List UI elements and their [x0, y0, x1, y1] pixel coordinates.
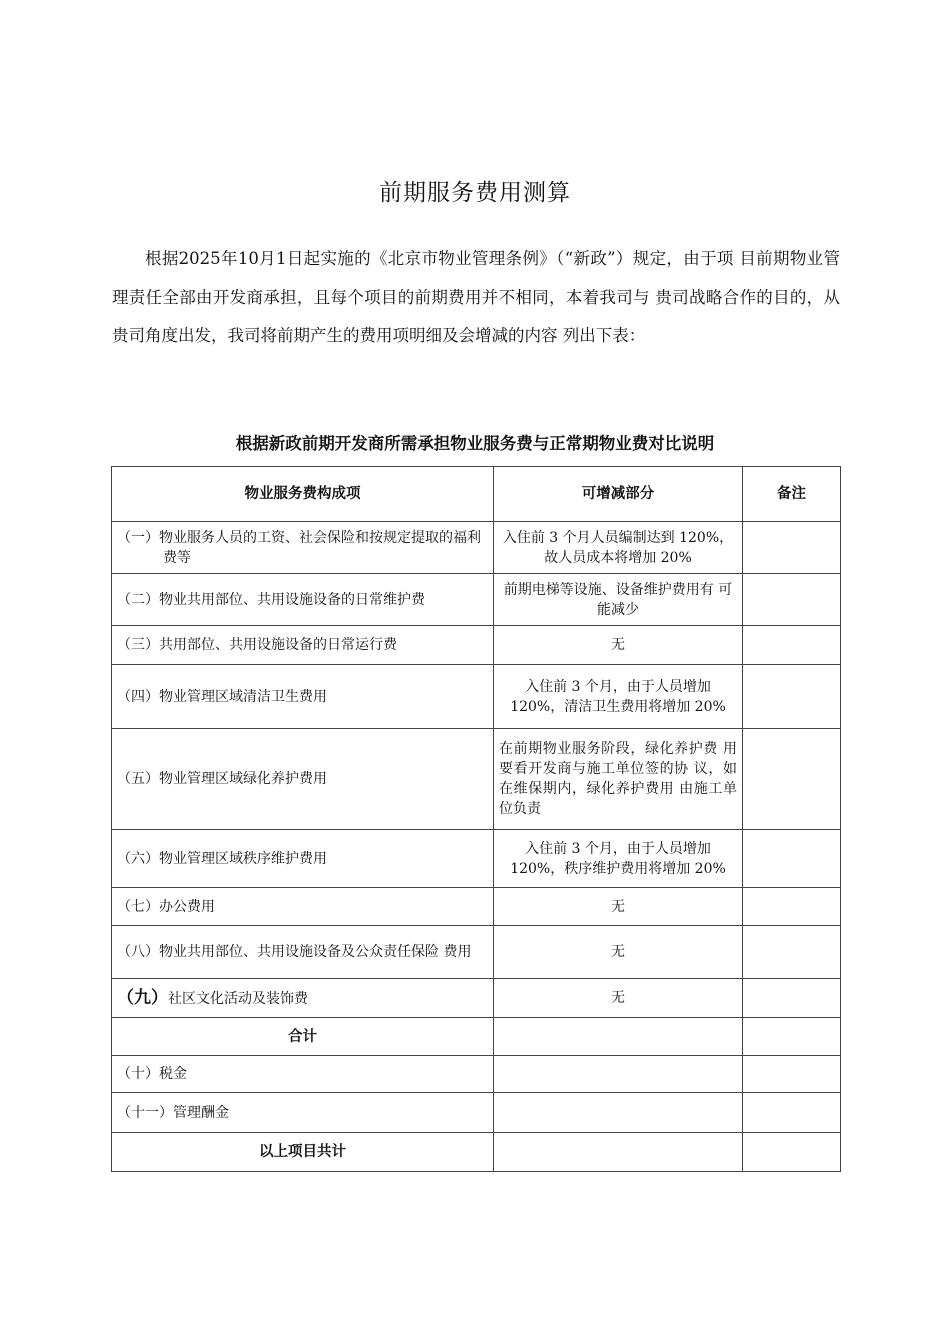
row-change: 入住前 3 个月，由于人员增加 120%，清洁卫生费用将增加 20% [494, 665, 743, 729]
row-change: 无 [494, 979, 743, 1018]
row-change: 入住前 3 个月，由于人员增加 120%，秩序维护费用将增加 20% [494, 830, 743, 888]
row-note [743, 574, 841, 626]
header-item: 物业服务费构成项 [112, 467, 494, 522]
header-note: 备注 [743, 467, 841, 522]
subtotal-row [112, 1018, 841, 1056]
table-row [112, 830, 841, 888]
row-change: 无 [494, 926, 743, 979]
management-fee-note [743, 1093, 841, 1133]
row-note [743, 626, 841, 665]
tax-row [112, 1056, 841, 1093]
header-change: 可增减部分 [494, 467, 743, 522]
row-note [743, 888, 841, 926]
row-change: 前期电梯等设施、设备维护费用有 可能减少 [494, 574, 743, 626]
tax-label: （十）税金 [112, 1056, 494, 1093]
table-row [112, 574, 841, 626]
table-header-row [112, 467, 841, 522]
grand-total-label: 以上项目共计 [112, 1133, 494, 1172]
intro-text: 根据2025年10月1日起实施的《北京市物业管理条例》（“新政”）规定，由于项 目前期物业管理责任全部由开发商承担，且每个项目的前期费用并不相同，本着我司与 贵司战略合作的目的，从贵司角度出发，我司将前期产生的费用项明细及会增减的内容 列出下表： [112, 249, 840, 345]
cost-comparison-table [111, 466, 841, 1172]
row-note [743, 926, 841, 979]
subtotal-note [743, 1018, 841, 1056]
table-row [112, 888, 841, 926]
row-item: （六）物业管理区域秩序维护费用 [112, 830, 494, 888]
row-item: （一）物业服务人员的工资、社会保险和按规定提取的福利费等 [112, 522, 494, 574]
row-item: （二）物业共用部位、共用设施设备的日常维护费 [112, 574, 494, 626]
table-row [112, 729, 841, 830]
tax-note [743, 1056, 841, 1093]
row-item-number: （九） [117, 987, 168, 1008]
row-item [112, 979, 494, 1018]
row-item-text: 社区文化活动及装饰费 [168, 990, 308, 1007]
row-item: （五）物业管理区域绿化养护费用 [112, 729, 494, 830]
grand-total-note [743, 1133, 841, 1172]
table-row [112, 626, 841, 665]
management-fee-row [112, 1093, 841, 1133]
subtotal-change [494, 1018, 743, 1056]
table-row [112, 926, 841, 979]
management-fee-change [494, 1093, 743, 1133]
row-note [743, 979, 841, 1018]
row-note [743, 729, 841, 830]
table-row [112, 979, 841, 1018]
row-item: （七）办公费用 [112, 888, 494, 926]
grand-total-row [112, 1133, 841, 1172]
table-row [112, 522, 841, 574]
row-item: （三）共用部位、共用设施设备的日常运行费 [112, 626, 494, 665]
row-item: （四）物业管理区域清洁卫生费用 [112, 665, 494, 729]
row-change: 无 [494, 888, 743, 926]
subtotal-label: 合计 [112, 1018, 494, 1056]
management-fee-label: （十一）管理酬金 [112, 1093, 494, 1133]
row-item: （八）物业共用部位、共用设施设备及公众责任保险 费用 [112, 926, 494, 979]
row-change: 在前期物业服务阶段，绿化养护费 用要看开发商与施工单位签的协 议，如在维保期内，绿化养护费用 由施工单位负责 [494, 729, 743, 830]
intro-paragraph [112, 240, 840, 356]
row-change: 无 [494, 626, 743, 665]
row-note [743, 522, 841, 574]
row-note [743, 830, 841, 888]
tax-change [494, 1056, 743, 1093]
table-title: 根据新政前期开发商所需承担物业服务费与正常期物业费对比说明 [235, 434, 715, 453]
table-row [112, 665, 841, 729]
grand-total-change [494, 1133, 743, 1172]
row-change: 入住前 3 个月人员编制达到 120%， 故人员成本将增加 20% [494, 522, 743, 574]
row-note [743, 665, 841, 729]
page-title: 前期服务费用测算 [379, 180, 571, 206]
